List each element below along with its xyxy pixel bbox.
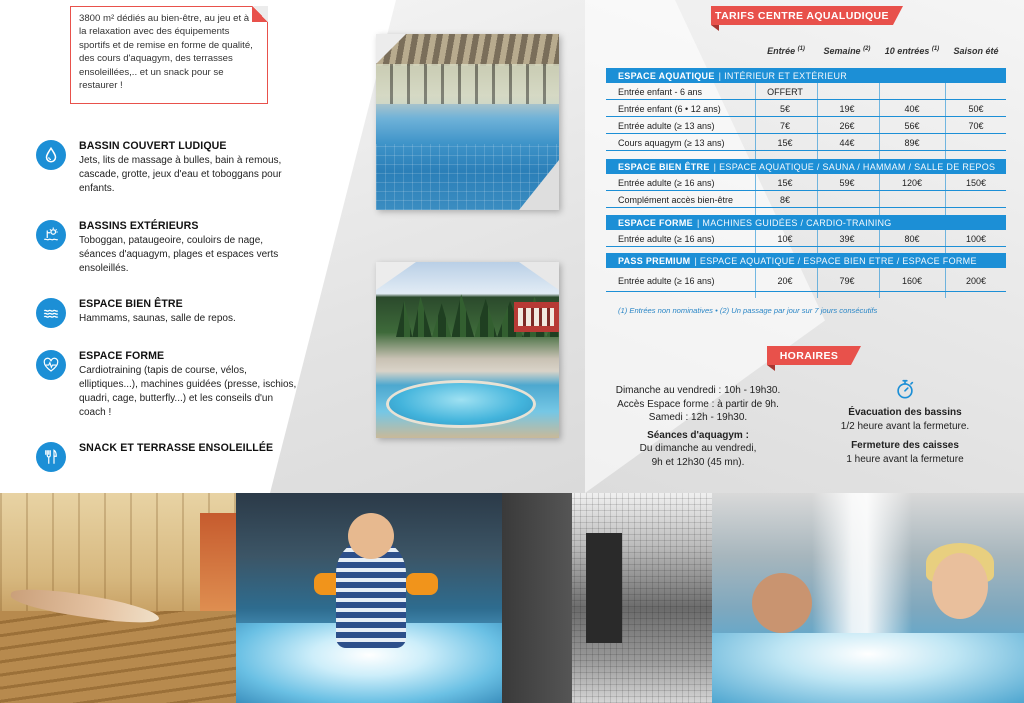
horaires-closing-info: [820, 378, 990, 466]
spa-waves-icon: [36, 298, 66, 328]
table-row: Entrée adulte (≥ 13 ans) 7€ 26€ 56€ 70€: [606, 117, 1006, 134]
caisses-title: Fermeture des caisses: [851, 440, 959, 451]
hours-line: Accès Espace forme : à partir de 9h.: [617, 398, 779, 410]
section-espace-forme: ESPACE FORME | MACHINES GUIDÉES / CARDIO-TRAINING: [606, 215, 1006, 230]
hours-line: Du dimanche au vendredi,: [639, 443, 757, 454]
column-header: Entrée $^{(1)}$: [767, 46, 805, 56]
intro-box: [70, 6, 268, 104]
indoor-pool-photo: [376, 34, 559, 210]
table-row: Cours aquagym (≥ 13 ans) 15€ 44€ 89€: [606, 134, 1006, 151]
feature-desc: Cardiotraining (tapis de course, vélos, elliptiques...), machines guidées (presse, ischios, quadri, cage, butterfly...) et les conseils d'un coach !: [79, 364, 297, 418]
intro-text: 3800 m² dédiés au bien-être, au jeu et à la relaxation avec des équipements sportifs et de remise en forme de qualité, des cours d'aquagym, des terrasses ensoleillées,.. et un snack pour se restaurer !: [79, 13, 253, 92]
section-espace-bien-etre: ESPACE BIEN ÊTRE | ESPACE AQUATIQUE / SAUNA / HAMMAM / SALLE DE REPOS: [606, 159, 1006, 174]
tarifs-table: [606, 66, 1006, 298]
heart-pulse-icon: [36, 350, 66, 380]
couple-fountain-photo: [712, 493, 1024, 703]
sun-pool-icon: [36, 220, 66, 250]
outdoor-pool-photo: [376, 262, 559, 438]
child-pool-photo: [236, 493, 502, 703]
table-row: Entrée enfant (6 • 12 ans) 5€ 19€ 40€ 50€: [606, 100, 1006, 117]
feature-desc: Hammams, saunas, salle de repos.: [79, 312, 236, 324]
section-pass-premium: PASS PREMIUM | ESPACE AQUATIQUE / ESPACE BIEN ETRE / ESPACE FORME: [606, 253, 1006, 268]
caisses-text: 1 heure avant la fermeture: [846, 453, 964, 465]
feature-title: ESPACE FORME: [79, 350, 165, 362]
ribbon-fold: [711, 25, 719, 31]
water-drop-icon: [36, 140, 66, 170]
table-row: Complément accès bien-être 8€: [606, 191, 1006, 208]
table-row: Entrée adulte (≥ 16 ans) 20€ 79€ 160€ 200€: [606, 270, 1006, 292]
feature-title: BASSINS EXTÉRIEURS: [79, 220, 199, 232]
tarifs-column-headers: [755, 46, 1007, 64]
hours-line: Dimanche au vendredi : 10h - 19h30.: [615, 385, 781, 396]
horaires-ribbon-label: HORAIRES: [779, 349, 839, 362]
column-header: 10 entrées $^{(1)}$: [884, 46, 940, 56]
tarifs-ribbon-label: TARIFS CENTRE AQUALUDIQUE: [715, 9, 889, 22]
hours-line: Samedi : 12h - 19h30.: [648, 412, 748, 423]
fork-knife-icon: [36, 442, 66, 472]
column-header: Saison été: [953, 46, 999, 56]
feature-title: BASSIN COUVERT LUDIQUE: [79, 140, 227, 152]
table-row: Entrée adulte (≥ 16 ans) 10€ 39€ 80€ 100€: [606, 230, 1006, 247]
feature-desc: Jets, lits de massage à bulles, bain à remous, cascade, grotte, jeux d'eau et toboggans pour enfants.: [79, 154, 282, 194]
evacuation-text: 1/2 heure avant la fermeture.: [840, 420, 970, 432]
hours-line: 9h et 12h30 (45 mn).: [651, 456, 745, 468]
tarifs-ribbon: [711, 6, 893, 25]
intro-box-fold: [252, 6, 268, 22]
horaires-opening-hours: [600, 384, 796, 469]
tarifs-footnote: (1) Entrées non nominatives • (2) Un passage par jour sur 7 jours consécutifs: [618, 306, 878, 315]
feature-desc: Toboggan, pataugeoire, couloirs de nage, séances d'aquagym, plages et espaces verts ensoleillés.: [79, 234, 279, 274]
stopwatch-icon: [894, 378, 916, 400]
aquagym-title: Séances d'aquagym :: [647, 429, 749, 441]
sauna-photo: [0, 493, 236, 703]
section-espace-aquatique: ESPACE AQUATIQUE | INTÉRIEUR ET EXTÉRIEUR: [606, 68, 1006, 83]
evacuation-title: Évacuation des bassins: [848, 407, 962, 418]
feature-title: SNACK ET TERRASSE ENSOLEILLÉE: [79, 442, 274, 454]
horaires-ribbon: [767, 346, 851, 365]
feature-title: ESPACE BIEN ÊTRE: [79, 298, 183, 310]
table-row: Entrée enfant - 6 ans OFFERT: [606, 83, 1006, 100]
hammam-photo: [502, 493, 712, 703]
table-row: Entrée adulte (≥ 16 ans) 15€ 59€ 120€ 150€: [606, 174, 1006, 191]
column-header: Semaine $^{(2)}$: [823, 46, 871, 56]
ribbon-fold: [767, 365, 775, 371]
